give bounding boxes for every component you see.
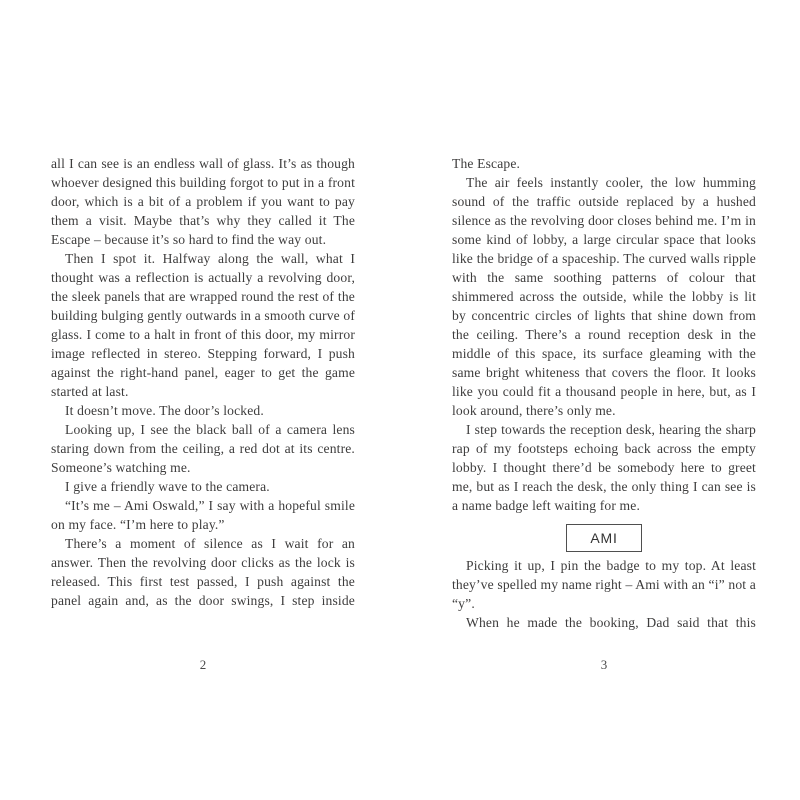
body-paragraph: I give a friendly wave to the camera. xyxy=(65,479,270,494)
body-paragraph: There’s a moment of silence as I wait for an answer. Then the revolving door clicks as the lock is released. This first test passed, I push against the panel again and, as the door swings, I step inside xyxy=(51,536,355,608)
page-number-left: 2 xyxy=(199,657,207,672)
body-paragraph: Picking it up, I pin the badge to my top. At least they’ve spelled my name right – Ami with an “i” not a “y”. xyxy=(452,558,756,611)
body-paragraph: The Escape. xyxy=(452,156,521,171)
body-paragraph: The air feels instantly cooler, the low humming sound of the traffic outside replaced by a hushed silence as the revolving door closes behind me. I’m in some kind of lobby, a large circular space that looks like the bridge of a spaceship. The curved walls ripple with the same soothing patterns of colour that shimmered across the outside, while the lobby is lit by concentric circles of lights that shine down from the ceiling. There’s a round reception desk in the middle of this space, its surface gleaming with the same bright whiteness that covers the floor. It looks like you could fit a thousand people in here, but, as I look around, there’s only me. xyxy=(452,175,756,418)
page-left xyxy=(51,154,355,714)
body-paragraph: “It’s me – Ami Oswald,” I say with a hopeful smile on my face. “I’m here to play.” xyxy=(51,498,355,532)
body-paragraph: Looking up, I see the black ball of a camera lens staring down from the ceiling, a red dot at its centre. Someone’s watching me. xyxy=(51,422,355,475)
name-badge xyxy=(566,524,642,552)
name-badge-label: AMI xyxy=(590,530,618,546)
body-paragraph: When he made the booking, Dad said that this xyxy=(466,615,756,630)
body-paragraph: It doesn’t move. The door’s locked. xyxy=(65,403,264,418)
page-left-text xyxy=(51,154,355,610)
page-number-right: 3 xyxy=(600,657,608,672)
page-right xyxy=(452,154,756,714)
page-right-text xyxy=(452,154,756,632)
body-paragraph: I step towards the reception desk, hearing the sharp rap of my footsteps echoing back across the empty lobby. I thought there’d be somebody here to greet me, but as I reach the desk, the only thing I can see is a name badge left waiting for me. xyxy=(452,422,756,513)
body-paragraph: all I can see is an endless wall of glass. It’s as though whoever designed this building forgot to put in a front door, which is a bit of a problem if you want to pay them a visit. Maybe that’s why they called it The Escape – because it’s so hard to find the way out. xyxy=(51,156,355,247)
body-paragraph: Then I spot it. Halfway along the wall, what I thought was a reflection is actually a revolving door, the sleek panels that are wrapped round the rest of the building bulging gently outwards in a smooth curve of glass. I come to a halt in front of this door, my mirror image reflected in stereo. Stepping forward, I push against the right-hand panel, eager to get the game started at last. xyxy=(51,251,355,399)
